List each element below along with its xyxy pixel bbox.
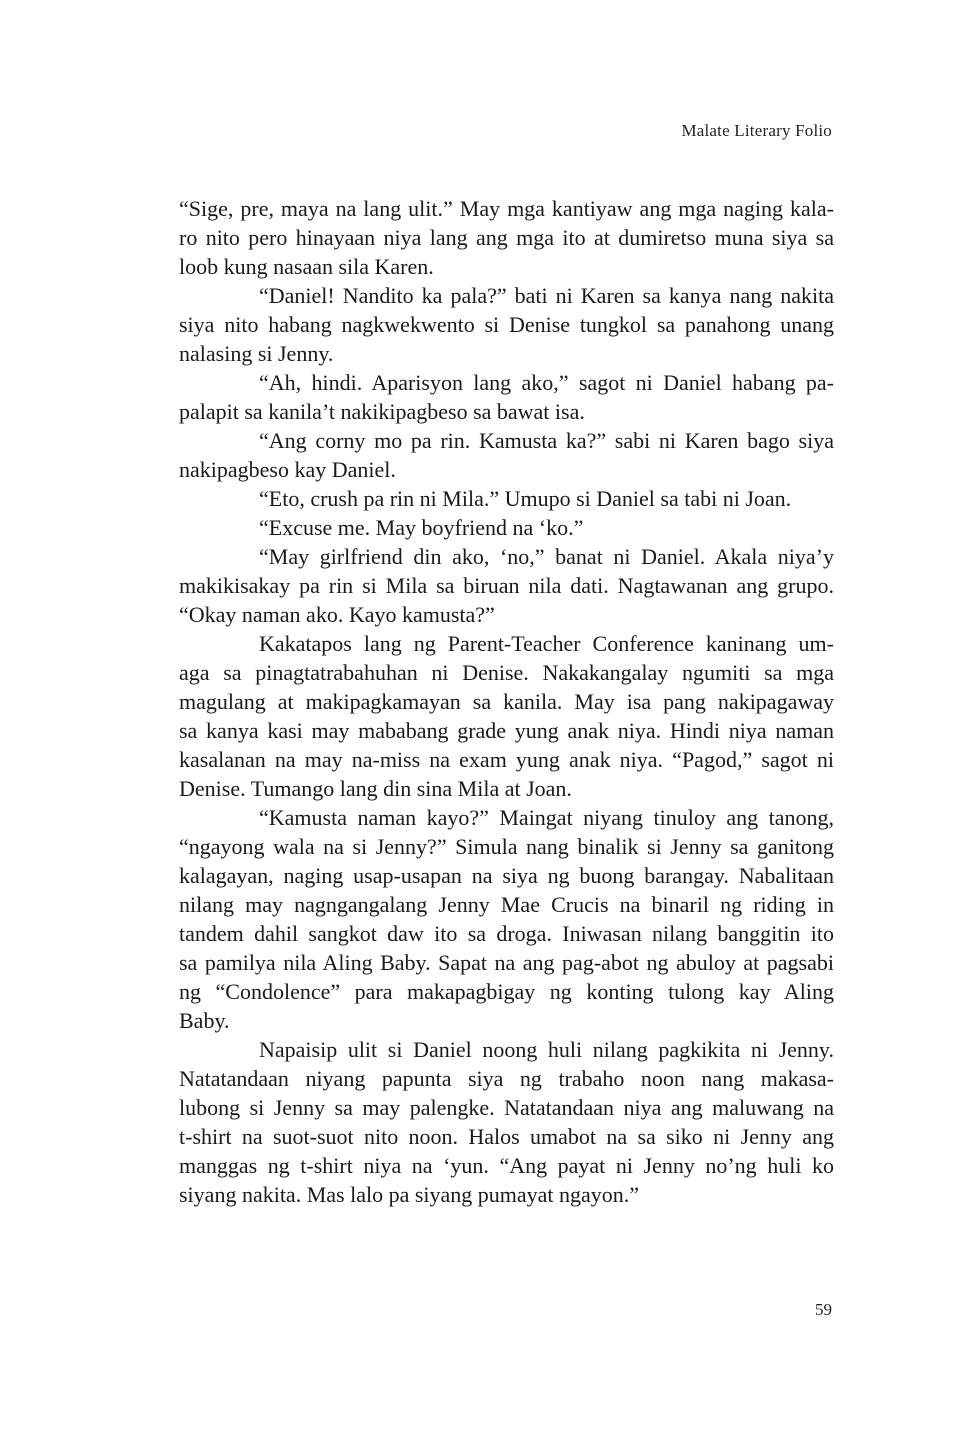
text-line: aga sa pinagtatrabahuhan ni Denise. Nakakangalay ngumiti sa mga <box>179 660 834 685</box>
text-line: palapit sa kanila’t nakikipagbeso sa bawat isa. <box>179 399 585 424</box>
text-line: kasalanan na may na-miss na exam yung anak niya. “Pagod,” sagot ni <box>179 747 834 772</box>
text-line: t-shirt na suot-suot nito noon. Halos umabot na sa siko ni Jenny ang <box>179 1124 834 1149</box>
text-line: nalasing si Jenny. <box>179 341 334 366</box>
text-line: nilang may nagngangalang Jenny Mae Crucis na binaril ng riding in <box>179 892 834 917</box>
text-line: sa kanya kasi may mababang grade yung anak niya. Hindi niya naman <box>179 718 834 743</box>
text-line: “Ah, hindi. Aparisyon lang ako,” sagot ni Daniel habang pa- <box>259 370 834 395</box>
body-text <box>179 194 834 1209</box>
text-line: Natatandaan niyang papunta siya ng trabaho noon nang makasa- <box>179 1066 834 1091</box>
text-line: “Daniel! Nandito ka pala?” bati ni Karen sa kanya nang nakita <box>259 283 834 308</box>
text-line: kalagayan, naging usap-usapan na siya ng buong barangay. Nabalitaan <box>179 863 834 888</box>
text-line: siyang nakita. Mas lalo pa siyang pumayat ngayon.” <box>179 1182 640 1207</box>
text-line: “ngayong wala na si Jenny?” Simula nang binalik si Jenny sa ganitong <box>179 834 834 859</box>
text-line: “Kamusta naman kayo?” Maingat niyang tinuloy ang tanong, <box>259 805 834 830</box>
page-number: 59 <box>815 1300 832 1319</box>
text-line: ng “Condolence” para makapagbigay ng konting tulong kay Aling <box>179 979 834 1004</box>
text-line: “May girlfriend din ako, ‘no,” banat ni Daniel. Akala niya’y <box>259 544 834 569</box>
text-line: manggas ng t-shirt niya na ‘yun. “Ang payat ni Jenny no’ng huli ko <box>179 1153 834 1178</box>
text-line: “Okay naman ako. Kayo kamusta?” <box>179 602 495 627</box>
text-line: Denise. Tumango lang din sina Mila at Joan. <box>179 776 572 801</box>
text-line: “Sige, pre, maya na lang ulit.” May mga kantiyaw ang mga naging kala- <box>179 196 834 221</box>
text-line: “Eto, crush pa rin ni Mila.” Umupo si Daniel sa tabi ni Joan. <box>259 486 792 511</box>
text-line: Napaisip ulit si Daniel noong huli nilang pagkikita ni Jenny. <box>259 1037 834 1062</box>
text-line: sa pamilya nila Aling Baby. Sapat na ang pag-abot ng abuloy at pagsabi <box>179 950 834 975</box>
text-line: siya nito habang nagkwekwento si Denise tungkol sa panahong unang <box>179 312 834 337</box>
text-line: ro nito pero hinayaan niya lang ang mga ito at dumiretso muna siya sa <box>179 225 834 250</box>
text-line: nakipagbeso kay Daniel. <box>179 457 396 482</box>
text-line: “Excuse me. May boyfriend na ‘ko.” <box>259 515 584 540</box>
text-line: Baby. <box>179 1008 230 1033</box>
text-line: Kakatapos lang ng Parent-Teacher Conference kaninang um- <box>259 631 834 656</box>
text-line: lubong si Jenny sa may palengke. Natatandaan niya ang maluwang na <box>179 1095 834 1120</box>
text-line: tandem dahil sangkot daw ito sa droga. Iniwasan nilang banggitin ito <box>179 921 834 946</box>
text-line: “Ang corny mo pa rin. Kamusta ka?” sabi ni Karen bago siya <box>259 428 834 453</box>
running-head-title: Malate Literary Folio <box>681 121 832 140</box>
text-line: loob kung nasaan sila Karen. <box>179 254 434 279</box>
text-line: makikisakay pa rin si Mila sa biruan nila dati. Nagtawanan ang grupo. <box>179 573 834 598</box>
text-line: magulang at makipagkamayan sa kanila. May isa pang nakipagaway <box>179 689 834 714</box>
